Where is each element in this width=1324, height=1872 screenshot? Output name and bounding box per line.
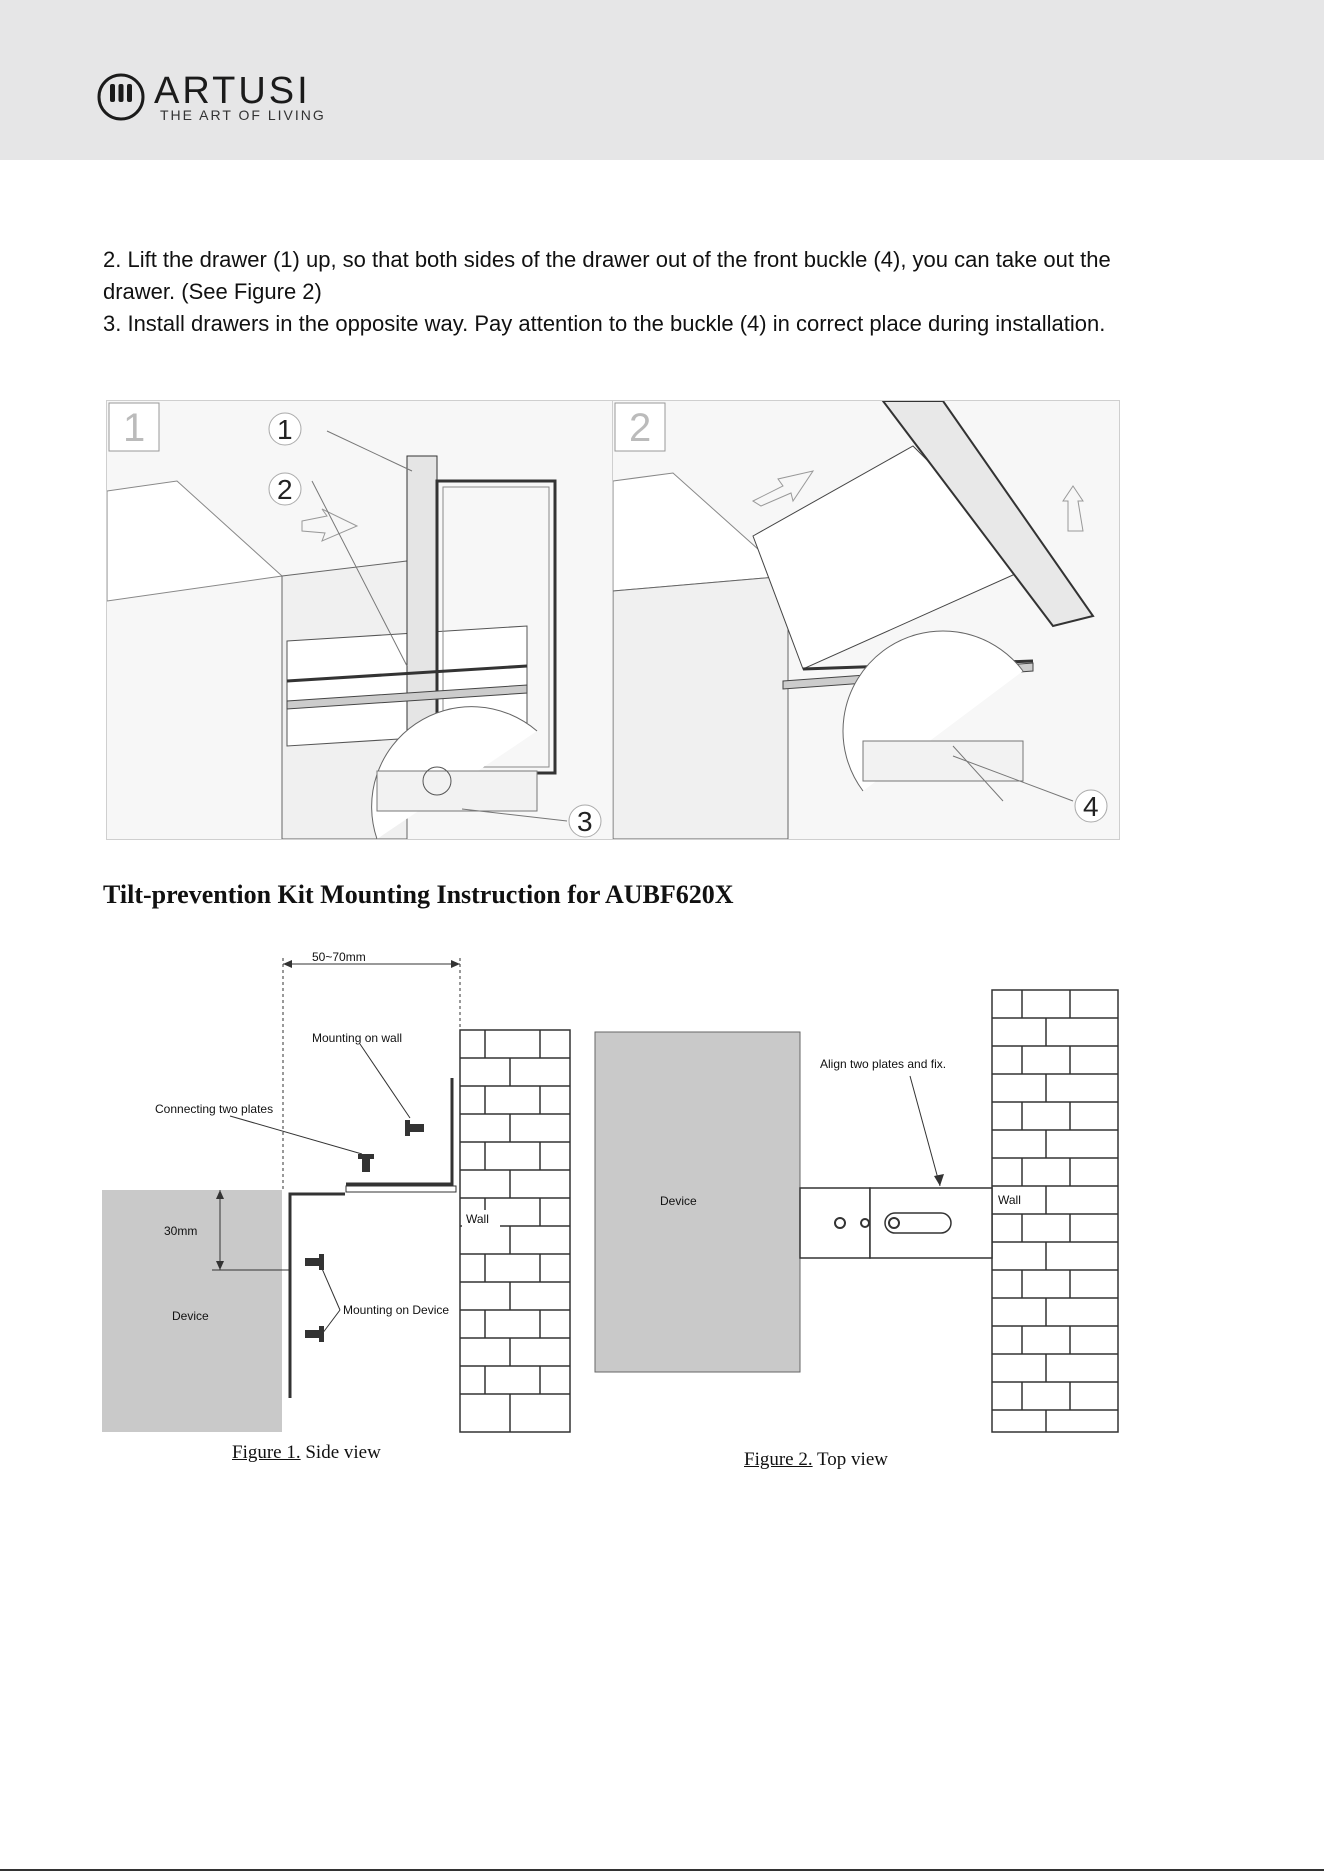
dimension-50-70mm: 50~70mm bbox=[312, 950, 366, 964]
brick-wall bbox=[460, 1030, 570, 1432]
brand-name: ARTUSI bbox=[154, 70, 311, 112]
brick-wall-top bbox=[992, 990, 1118, 1432]
brand-tagline: THE ART OF LIVING bbox=[160, 107, 326, 123]
drawer-step-2-drawing bbox=[613, 401, 1119, 839]
device-block-top bbox=[595, 1032, 800, 1372]
label-align-plates: Align two plates and fix. bbox=[820, 1057, 947, 1071]
label-wall-top: Wall bbox=[998, 1193, 1021, 1207]
page-header bbox=[0, 0, 1324, 160]
dimension-30mm: 30mm bbox=[164, 1224, 198, 1238]
label-device-top: Device bbox=[660, 1194, 697, 1208]
label-wall: Wall bbox=[466, 1212, 489, 1226]
instruction-step-3: 3. Install drawers in the opposite way. Pay attention to the buckle (4) in correct place during installation. bbox=[103, 311, 1106, 336]
logo-emblem-icon bbox=[96, 72, 146, 122]
drawer-illustration-step-2 bbox=[612, 400, 1120, 840]
side-view-drawing bbox=[100, 948, 580, 1438]
figure-2-caption-text: Top view bbox=[812, 1449, 888, 1470]
section-title: Tilt-prevention Kit Mounting Instruction for AUBF620X bbox=[103, 880, 734, 909]
footer-rule bbox=[0, 1869, 1324, 1871]
figure-1-ref: Figure 1. bbox=[232, 1442, 301, 1463]
figure-1-caption bbox=[232, 1442, 381, 1464]
brand-logo bbox=[96, 72, 356, 128]
figure-1-side-view bbox=[100, 948, 580, 1438]
label-connecting-two-plates: Connecting two plates bbox=[155, 1102, 274, 1116]
drawer-step-1-drawing bbox=[107, 401, 613, 839]
figure-2-ref: Figure 2. bbox=[744, 1449, 813, 1470]
figure-1-caption-text: Side view bbox=[300, 1442, 381, 1463]
callout-3: 3 bbox=[577, 806, 593, 837]
label-mounting-on-device: Mounting on Device bbox=[343, 1303, 450, 1317]
callout-2: 2 bbox=[277, 474, 293, 505]
label-mounting-on-wall: Mounting on wall bbox=[312, 1031, 403, 1045]
step-2-number: 2 bbox=[629, 406, 652, 450]
figure-2-caption bbox=[744, 1449, 888, 1471]
callout-1: 1 bbox=[277, 414, 293, 445]
step-1-number: 1 bbox=[123, 406, 146, 450]
callout-4: 4 bbox=[1083, 791, 1099, 822]
top-view-drawing bbox=[590, 948, 1120, 1438]
instruction-step-2: 2. Lift the drawer (1) up, so that both sides of the drawer out of the front buckle (4), you can take out the drawer. (See Figure 2) bbox=[103, 247, 1111, 304]
figure-2-top-view bbox=[590, 948, 1120, 1438]
drawer-illustration-step-1 bbox=[106, 400, 614, 840]
instruction-text bbox=[103, 244, 1133, 340]
label-device: Device bbox=[172, 1309, 209, 1323]
